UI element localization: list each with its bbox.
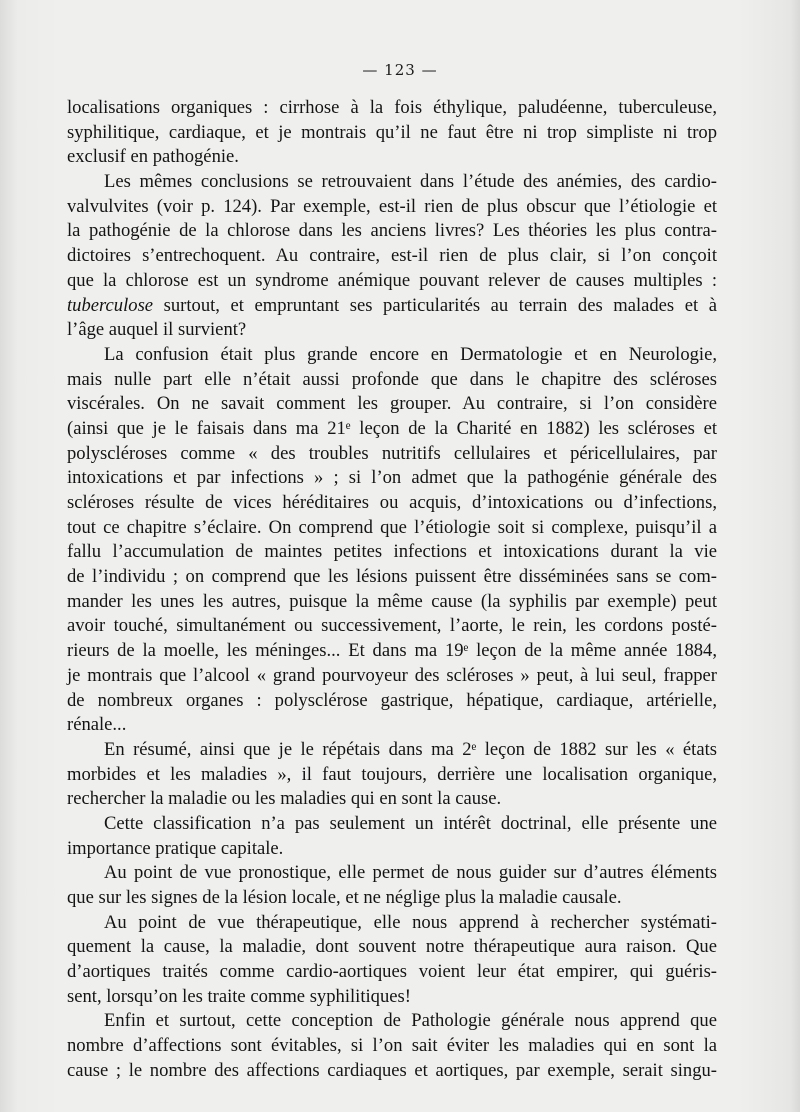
text-line: tout ce chapitre s’éclaire. On comprend que l’étiologie soit si complexe, puisqu’il a [67,516,717,538]
text-line: de l’individu ; on comprend que les lésions puissent être disséminées sans se com- [67,566,717,588]
text-line: mander les unes les autres, puisque la même cause (la syphilis par exemple) peut [67,590,717,612]
text-line: dictoires s’entrechoquent. Au contraire, est-il rien de plus clair, si l’on conçoit [67,245,717,267]
text-line: La confusion était plus grande encore en Dermatologie et en Neurologie, [104,343,717,365]
text-line: mais nulle part elle n’était aussi profonde que dans le chapitre des scléroses [67,368,717,390]
text-line: exclusif en pathogénie. [67,146,239,168]
text-line: intoxications et par infections » ; si l’on admet que la pathogénie générale des [67,467,717,489]
text-line: localisations organiques : cirrhose à la fois éthylique, paludéenne, tuberculeuse, [67,97,717,118]
text-line: Enfin et surtout, cette conception de Pathologie générale nous apprend que [104,1010,717,1032]
text-line: rénale... [67,714,127,736]
italic-term: tuberculose [67,294,154,316]
text-line: rieurs de la moelle, les méninges... Et dans ma 19ᵉ leçon de la même année 1884, [67,640,717,662]
text-line: syphilitique, cardiaque, et je montrais qu’il ne faut être ni trop simpliste ni trop [67,121,717,143]
text-line: je montrais que l’alcool « grand pourvoyeur des scléroses » peut, à lui seul, frapper [67,664,717,686]
text-line: fallu l’accumulation de maintes petites infections et intoxications durant la vie [67,541,717,563]
text-line: Au point de vue thérapeutique, elle nous apprend à rechercher systémati- [104,911,717,933]
text-line: nombre d’affections sont évitables, si l’on sait éviter les maladies qui en sont la [67,1035,717,1057]
text-line: (ainsi que je le faisais dans ma 21ᵉ leçon de la Charité en 1882) les scléroses et [67,417,717,439]
text-line: quement la cause, la maladie, dont souvent notre thérapeutique aura raison. Que [67,936,717,958]
text-line: de nombreux organes : polysclérose gastrique, hépatique, cardiaque, artérielle, [67,689,717,711]
text-line: que la chlorose est un syndrome anémique pouvant relever de causes multiples : [67,269,717,291]
text-line: scléroses résulte de vices héréditaires ou acquis, d’intoxications ou d’infections, [67,492,717,513]
text-line: sent, lorsqu’on les traite comme syphilitiques! [67,985,411,1007]
text-line: Cette classification n’a pas seulement un intérêt doctrinal, elle présente une [104,812,717,834]
text-line: Au point de vue pronostique, elle permet de nous guider sur d’autres éléments [104,862,717,884]
text-line: morbides et les maladies », il faut toujours, derrière une localisation organique, [67,763,717,785]
text-line: valvulvites (voir p. 124). Par exemple, est-il rien de plus obscur que l’étiologie et [67,195,717,217]
text-line: polyscléroses comme « des troubles nutritifs cellulaires et péricellulaires, par [67,442,717,464]
text-line: importance pratique capitale. [67,837,284,859]
text-line: la pathogénie de la chlorose dans les anciens livres? Les théories les plus contra- [67,220,717,242]
text-line: que sur les signes de la lésion locale, et ne néglige plus la maladie causale. [67,887,622,908]
text-line: En résumé, ainsi que je le répétais dans ma 2ᵉ leçon de 1882 sur les « états [104,738,717,760]
text-line: d’aortiques traités comme cardio-aortiques voient leur état empirer, qui guéris- [67,961,717,983]
text-line: rechercher la maladie ou les maladies qui en sont la cause. [67,788,502,810]
text-line: cause ; le nombre des affections cardiaques et aortiques, par exemple, serait singu- [67,1059,717,1081]
page-number: — 123 — [362,61,438,79]
text-line: l’âge auquel il survient? [67,319,247,341]
text-line: tuberculose surtout, et empruntant ses particularités au terrain des malades et à [67,294,717,316]
text-line: Les mêmes conclusions se retrouvaient dans l’étude des anémies, des cardio- [104,171,717,193]
body-text [67,96,717,1084]
text-line: avoir touché, simultanément ou successivement, l’aorte, le rein, les cordons posté- [67,615,717,637]
text-line: viscérales. On ne savait comment les grouper. Au contraire, si l’on considère [67,393,717,415]
